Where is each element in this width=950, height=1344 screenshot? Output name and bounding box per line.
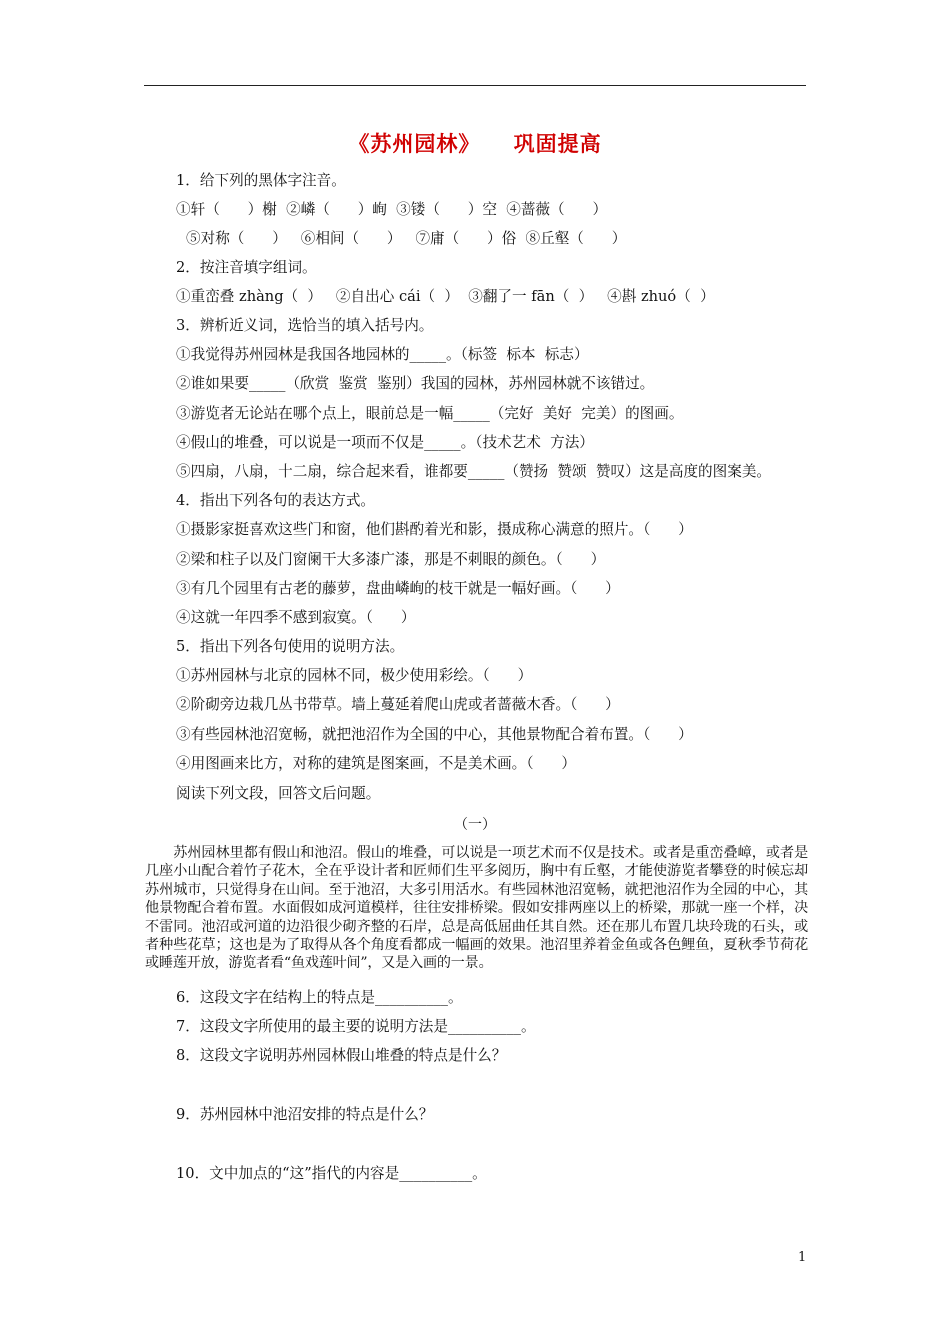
q5-item: ②阶砌旁边栽几丛书带草。墙上蔓延着爬山虎或者蔷薇木香。（ ） bbox=[176, 696, 620, 713]
q3-item: ④假山的堆叠，可以说是一项而不仅是_____。（技术艺术 方法） bbox=[176, 434, 594, 451]
page-title: 《苏州园林》 巩固提高 bbox=[348, 132, 602, 156]
q5-item: ③有些园林池沼宽畅，就把池沼作为全国的中心，其他景物配合着布置。（ ） bbox=[176, 726, 693, 743]
q4-item: ③有几个园里有古老的藤萝，盘曲嶙峋的枝干就是一幅好画。（ ） bbox=[176, 580, 620, 597]
section-label: （一） bbox=[454, 817, 496, 833]
question-6: 6．这段文字在结构上的特点是__________。 bbox=[176, 989, 463, 1006]
question-10: 10．文中加点的“这”指代的内容是__________。 bbox=[176, 1165, 487, 1182]
question-7: 7．这段文字所使用的最主要的说明方法是__________。 bbox=[176, 1018, 536, 1035]
question-8: 8．这段文字说明苏州园林假山堆叠的特点是什么？ bbox=[176, 1047, 507, 1064]
q4-item: ④这就一年四季不感到寂寞。（ ） bbox=[176, 609, 416, 626]
q1-row-2: ⑤对称（ ） ⑥相间（ ） ⑦庸（ ）俗 ⑧丘壑（ ） bbox=[186, 230, 627, 247]
page-number: 1 bbox=[798, 1250, 807, 1265]
q5-item: ①苏州园林与北京的园林不同，极少使用彩绘。（ ） bbox=[176, 667, 533, 684]
q4-prompt: 4．指出下列各句的表达方式。 bbox=[176, 492, 376, 509]
q3-item: ③游览者无论站在哪个点上，眼前总是一幅_____（完好 美好 完美）的图画。 bbox=[176, 405, 684, 422]
q2-row: ①重峦叠 zhàng（ ） ②自出心 cái（ ） ③翻了一 fān（ ） ④斟 zhuó（ ） bbox=[176, 288, 715, 305]
reading-passage: 苏州园林里都有假山和池沼。假山的堆叠，可以说是一项艺术而不仅是技术。或者是重峦叠嶂，或者是几座小山配合着竹子花木，全在乎设计者和匠师们生平多阅历，胸中有丘壑，才能使游览者攀登的时候忘却苏州城市，只觉得身在山间。至于池沼，大多引用活水。有些园林池沼宽畅，就把池沼作为全园的中心，其他景物配合着布置。水面假如成河道模样，往往安排桥梁。假如安排两座以上的桥梁，那就一座一个样，决不雷同。池沼或河道的边沿很少砌齐整的石岸，总是高低屈曲任其自然。还在那儿布置几块玲珑的石头，或者种些花草；这也是为了取得从各个角度看都成一幅画的效果。池沼里养着金鱼或各色鲤鱼，夏秋季节荷花或睡莲开放，游览者看“鱼戏莲叶间”，又是入画的一景。 bbox=[145, 845, 808, 972]
q3-prompt: 3．辨析近义词，选恰当的填入括号内。 bbox=[176, 317, 434, 334]
q1-row-1: ①轩（ ）榭 ②嶙（ ）峋 ③镂（ ）空 ④蔷薇（ ） bbox=[176, 201, 608, 218]
q2-prompt: 2．按注音填字组词。 bbox=[176, 259, 317, 276]
question-9: 9．苏州园林中池沼安排的特点是什么？ bbox=[176, 1106, 434, 1123]
q3-item: ②谁如果要_____（欣赏 鉴赏 鉴别）我国的园林，苏州园林就不该错过。 bbox=[176, 375, 655, 392]
reading-intro: 阅读下列文段，回答文后问题。 bbox=[176, 785, 381, 802]
q5-prompt: 5．指出下列各句使用的说明方法。 bbox=[176, 638, 405, 655]
q1-prompt: 1．给下列的黑体字注音。 bbox=[176, 172, 346, 189]
q5-item: ④用图画来比方，对称的建筑是图案画，不是美术画。（ ） bbox=[176, 755, 576, 772]
header-rule bbox=[144, 85, 806, 86]
q3-item: ⑤四扇，八扇，十二扇，综合起来看，谁都要_____（赞扬 赞颂 赞叹）这是高度的图案美。 bbox=[176, 463, 772, 480]
q4-item: ①摄影家挺喜欢这些门和窗，他们斟酌着光和影，摄成称心满意的照片。（ ） bbox=[176, 521, 693, 538]
q3-item: ①我觉得苏州园林是我国各地园林的_____。（标签 标本 标志） bbox=[176, 346, 589, 363]
q4-item: ②梁和柱子以及门窗阑干大多漆广漆，那是不刺眼的颜色。（ ） bbox=[176, 551, 606, 568]
